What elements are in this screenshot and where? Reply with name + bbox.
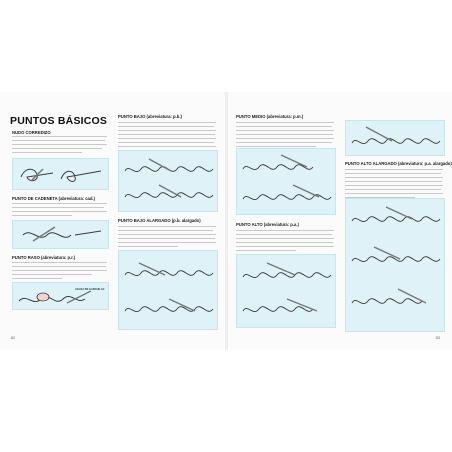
illustration-bajo (118, 150, 218, 212)
text-block-cadeneta (12, 203, 107, 216)
illustration-cadeneta (12, 220, 109, 249)
illustration-alto (236, 254, 336, 328)
section-heading-bajo-alargado: PUNTO BAJO ALARGADO (p.b. alargado) (118, 218, 201, 223)
illustration-medio (236, 148, 336, 215)
text-block-alto-alargado (345, 169, 443, 198)
illustration-nudo (12, 158, 109, 190)
illustration-raso (12, 282, 109, 310)
section-heading-alto: PUNTO ALTO (abreviatura: p.a.) (236, 222, 299, 227)
page-number-left: 82 (11, 336, 15, 340)
section-heading-alto-alargado: PUNTO ALTO ALARGADO (abreviatura: p.a. alargado) (345, 161, 452, 166)
page-title: PUNTOS BÁSICOS (10, 115, 108, 127)
text-block-raso (12, 262, 107, 279)
text-block-bajo (118, 122, 216, 151)
text-block-nudo (12, 136, 107, 153)
section-heading-bajo: PUNTO BAJO (abreviatura: p.b.) (118, 114, 182, 119)
book-gutter (225, 92, 228, 350)
label-aguja: AGUJA DE GANCHILLO (75, 288, 105, 291)
section-heading-medio: PUNTO MEDIO (abreviatura: p.m.) (236, 114, 304, 119)
text-block-alto (236, 230, 334, 251)
section-heading-cadeneta: PUNTO DE CADENETA (abreviatura: cad.) (12, 196, 95, 201)
section-heading-nudo: NUDO CORREDIZO (12, 130, 51, 135)
page-number-right: 83 (436, 336, 440, 340)
section-heading-raso: PUNTO RASO (abreviatura: p.r.) (12, 255, 76, 260)
text-block-medio (236, 122, 334, 147)
illustration-alto-top (345, 120, 445, 156)
text-block-bajo-alargado (118, 226, 216, 247)
illustration-alto-alargado (345, 198, 445, 332)
illustration-bajo-alargado (118, 250, 218, 330)
